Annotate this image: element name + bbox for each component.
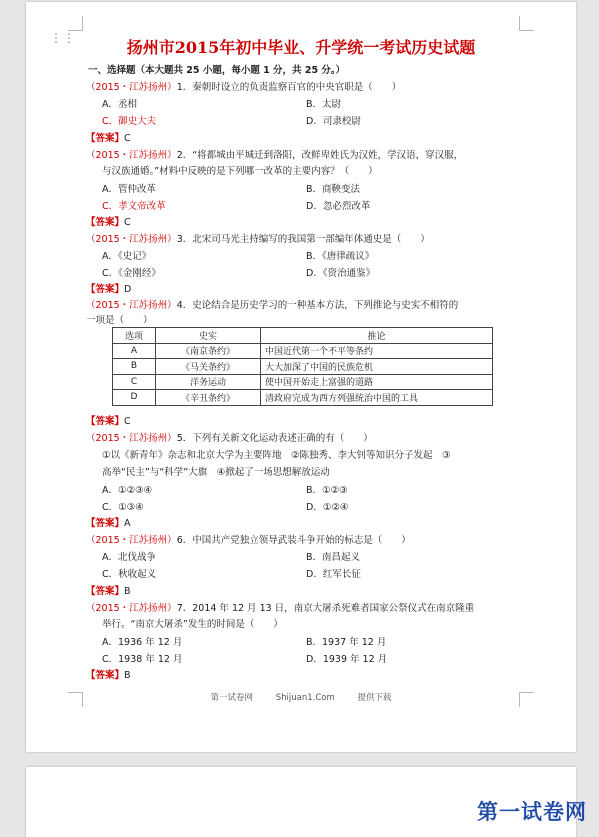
question-4: （2015・江苏扬州）4．史论结合是历史学习的一种基本方法，下列推论与史实不相符的 [86, 300, 459, 311]
question-1: （2015・江苏扬州）1．秦朝时设立的负责监察百官的中央官职是（ ） [86, 82, 402, 93]
option: A．丞相 [102, 99, 137, 110]
option: B．《唐律疏议》 [306, 251, 375, 262]
option: C．御史大夫 [102, 116, 157, 127]
page-footer [26, 691, 576, 703]
table-header: 选项 [113, 328, 156, 344]
drag-handle-icon[interactable]: ⋮⋮ [50, 31, 76, 45]
question-7: （2015・江苏扬州）7．2014 年 12 月 13 日，南京大屠杀死难者国家公祭仪式在南京隆重 [86, 603, 475, 614]
option: A．①②③④ [102, 485, 153, 496]
option: C．①③④ [102, 502, 144, 513]
answer-line: 【答案】A [86, 518, 131, 529]
option: A．北伐战争 [102, 552, 156, 563]
option: C．《金刚经》 [102, 268, 161, 279]
question-2-cont: 与汉族通婚。”材料中反映的是下列哪一改革的主要内容？（ ） [102, 166, 378, 177]
table-cell: A [113, 343, 156, 359]
footer-middle: Shijuan1.Com [275, 693, 335, 703]
option: B．商鞅变法 [306, 184, 361, 195]
table-cell: 清政府完成为西方列强统治中国的工具 [261, 390, 493, 406]
table-header-row [113, 328, 493, 344]
option: B．1937 年 12 月 [306, 637, 387, 648]
option: A．管仲改革 [102, 184, 156, 195]
table-cell: 使中国开始走上富强的道路 [261, 374, 493, 390]
site-watermark: 第一试卷网 [477, 799, 587, 824]
option: C．1938 年 12 月 [102, 654, 183, 665]
option: B．太尉 [306, 99, 342, 110]
option: D．①②④ [306, 502, 349, 513]
question-4-cont: 一项是（ ） [86, 315, 153, 326]
table-cell: 洋务运动 [156, 374, 261, 390]
question-2: （2015・江苏扬州）2．“将都城由平城迁到洛阳，改鲜卑姓氏为汉姓，学汉语，穿汉服， [86, 150, 464, 161]
section-heading: 一、选择题（本大题共 25 小题，每小题 1 分，共 25 分。） [88, 65, 346, 76]
page-corner-mark [68, 16, 83, 31]
footer-right: 提供下载 [357, 693, 392, 703]
page-corner-mark [519, 16, 534, 31]
option: C．秋收起义 [102, 569, 157, 580]
answer-line: 【答案】C [86, 416, 131, 427]
table-cell: D [113, 390, 156, 406]
page-title: 扬州市2015年初中毕业、升学统一考试历史试题 [126, 38, 476, 57]
question-3: （2015・江苏扬州）3．北宋司马光主持编写的我国第一部编年体通史是（ ） [86, 234, 430, 245]
option: D．司隶校尉 [306, 116, 361, 127]
option: A．《史记》 [102, 251, 152, 262]
answer-line: 【答案】C [86, 217, 131, 228]
table-row [113, 390, 493, 406]
option: B．南昌起义 [306, 552, 361, 563]
question-5-cont: 高举“民主”与“科学”大旗 ④掀起了一场思想解放运动 [102, 467, 330, 478]
footer-left: 第一试卷网 [210, 693, 254, 703]
table-row [113, 359, 493, 375]
table-cell: B [113, 359, 156, 375]
table-cell: 《马关条约》 [156, 359, 261, 375]
option: D．忽必烈改革 [306, 201, 371, 212]
option: A．1936 年 12 月 [102, 637, 183, 648]
question-7-cont: 举行。“南京大屠杀”发生的时间是（ ） [102, 619, 283, 630]
document-page-1 [26, 2, 576, 752]
option: D．红军长征 [306, 569, 361, 580]
answer-line: 【答案】C [86, 133, 131, 144]
table-row [113, 343, 493, 359]
answer-line: 【答案】B [86, 586, 131, 597]
option: B．①②③ [306, 485, 348, 496]
table-cell: 中国近代第一个不平等条约 [261, 343, 493, 359]
table-header: 推论 [261, 328, 493, 344]
table-cell: C [113, 374, 156, 390]
answer-line: 【答案】B [86, 670, 131, 681]
table-cell: 《南京条约》 [156, 343, 261, 359]
option: D．1939 年 12 月 [306, 654, 388, 665]
question-5-cont: ①以《新青年》杂志和北京大学为主要阵地 ②陈独秀、李大钊等知识分子发起 ③ [102, 450, 451, 461]
option: D．《资治通鉴》 [306, 268, 376, 279]
question-6: （2015・江苏扬州）6．中国共产党独立领导武装斗争开始的标志是（ ） [86, 535, 411, 546]
table-cell: 大大加深了中国的民族危机 [261, 359, 493, 375]
question-5: （2015・江苏扬州）5．下列有关新文化运动表述正确的有（ ） [86, 433, 373, 444]
table-header: 史实 [156, 328, 261, 344]
table-cell: 《辛丑条约》 [156, 390, 261, 406]
table-row [113, 374, 493, 390]
question-4-table [112, 327, 493, 406]
answer-line: 【答案】D [86, 284, 132, 295]
option: C．孝文帝改革 [102, 201, 166, 212]
